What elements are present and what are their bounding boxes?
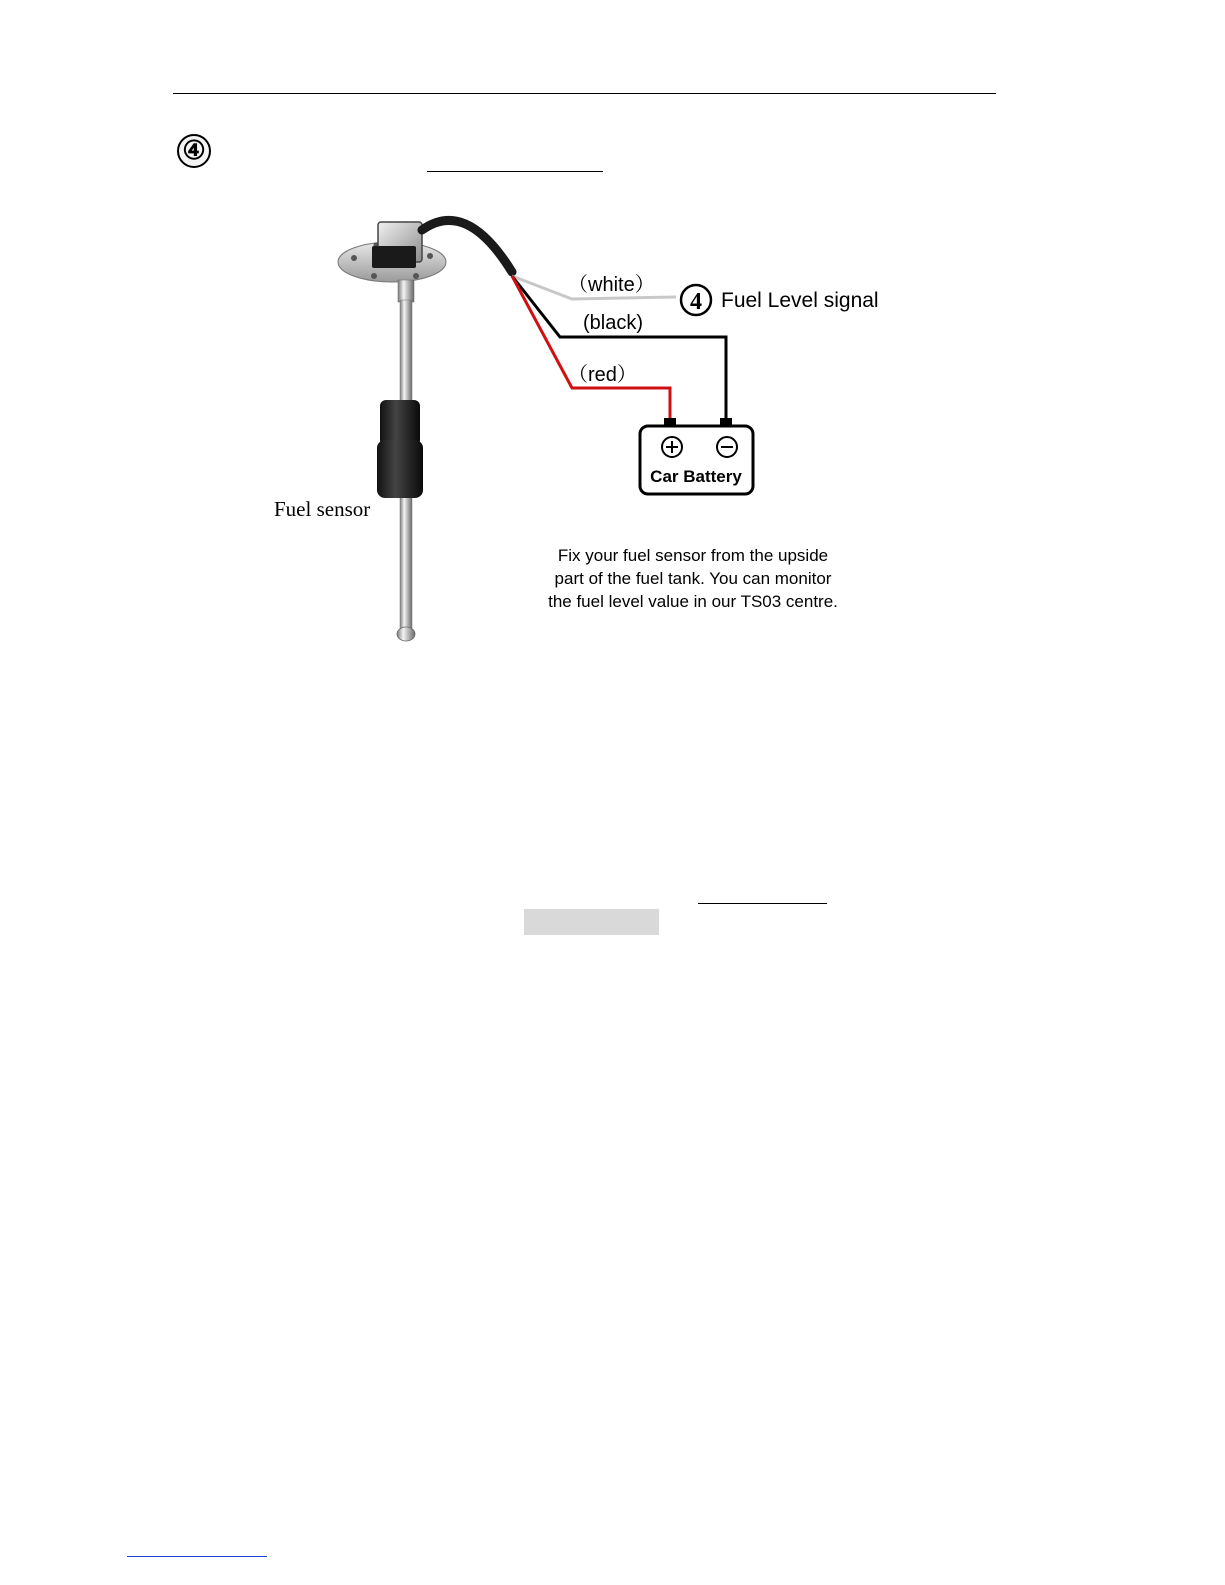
fuel-sensor-illustration xyxy=(338,220,512,641)
wire-label-black: (black) xyxy=(583,312,644,334)
wiring-diagram xyxy=(250,200,930,660)
car-battery-icon xyxy=(640,418,753,494)
wire-label-white: （white） xyxy=(568,274,655,296)
note-line-2: part of the fuel tank. You can monitor xyxy=(554,569,832,588)
signal-number: 4 xyxy=(690,289,702,315)
header-rule xyxy=(173,93,996,94)
underline-middle xyxy=(698,903,827,904)
wire-label-red: （red） xyxy=(568,364,637,386)
fuel-level-signal-marker xyxy=(681,285,711,315)
note-line-1: Fix your fuel sensor from the upside xyxy=(557,546,829,565)
note-line-3: the fuel level value in our TS03 centre. xyxy=(548,592,838,611)
installation-note xyxy=(548,546,838,611)
underline-top xyxy=(427,171,603,172)
highlight-block xyxy=(524,909,659,935)
footer-link-underline[interactable] xyxy=(127,1556,267,1557)
battery-label: Car Battery xyxy=(650,467,742,486)
fuel-sensor-label: Fuel sensor xyxy=(274,497,371,521)
fuel-level-signal-label: Fuel Level signal xyxy=(721,289,879,312)
step-marker: ④ xyxy=(177,134,211,168)
